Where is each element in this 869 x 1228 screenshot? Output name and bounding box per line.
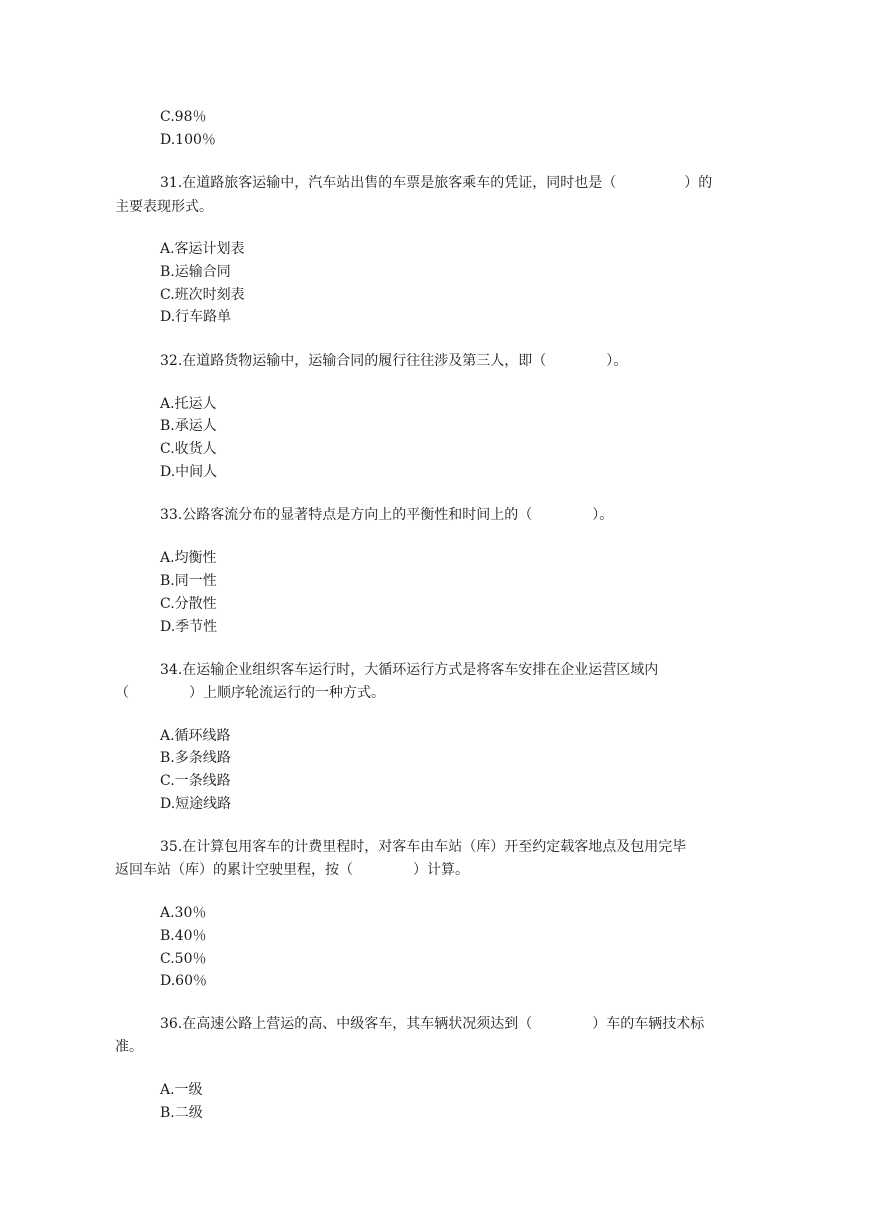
option-b: B.承运人	[160, 418, 217, 434]
question-34-continuation-before: （	[115, 685, 129, 701]
option-c: C.班次时刻表	[160, 287, 245, 303]
question-31	[160, 174, 712, 192]
option-d: D.60％	[160, 973, 207, 989]
question-32-text-after: ）。	[606, 353, 628, 369]
question-36-continuation: 准。	[115, 1039, 143, 1055]
option-c-continued: C.98％	[160, 109, 207, 125]
option-a: A.一级	[160, 1082, 203, 1098]
question-34-continuation	[115, 684, 385, 702]
option-d: D.季节性	[160, 619, 218, 635]
option-b: B.同一性	[160, 573, 217, 589]
option-a: A.均衡性	[160, 550, 217, 566]
option-b: B.40％	[160, 928, 207, 944]
option-b: B.多条线路	[160, 750, 231, 766]
question-35: 35.在计算包用客车的计费里程时，对客车由车站（库）开至约定载客地点及包用完毕	[160, 839, 687, 855]
option-a: A.30％	[160, 905, 207, 921]
question-35-continuation	[115, 861, 469, 879]
option-d: D.短途线路	[160, 796, 232, 812]
question-36	[160, 1015, 704, 1033]
option-a: A.客运计划表	[160, 241, 245, 257]
option-d: D.行车路单	[160, 309, 232, 325]
question-35-continuation-before: 返回车站（库）的累计空驶里程，按（	[115, 862, 353, 878]
question-35-continuation-after: ）计算。	[413, 862, 469, 878]
option-b: B.运输合同	[160, 264, 231, 280]
question-33	[160, 506, 613, 524]
option-c: C.分散性	[160, 596, 217, 612]
option-d: D.中间人	[160, 464, 218, 480]
option-d-continued: D.100％	[160, 132, 216, 148]
question-31-text-after: ）的	[684, 175, 713, 191]
question-32-text: 32.在道路货物运输中，运输合同的履行往往涉及第三人，即（	[160, 353, 547, 369]
option-b: B.二级	[160, 1105, 203, 1121]
option-c: C.收货人	[160, 441, 217, 457]
question-31-continuation: 主要表现形式。	[115, 199, 213, 215]
option-c: C.一条线路	[160, 773, 231, 789]
question-33-text: 33.公路客流分布的显著特点是方向上的平衡性和时间上的（	[160, 507, 533, 523]
question-36-text-after: ）车的车辆技术标	[592, 1016, 705, 1032]
question-32	[160, 352, 627, 370]
option-a: A.托运人	[160, 396, 217, 412]
option-c: C.50％	[160, 951, 207, 967]
question-36-text: 36.在高速公路上营运的高、中级客车，其车辆状况须达到（	[160, 1016, 533, 1032]
question-33-text-after: ）。	[592, 507, 614, 523]
question-34-continuation-after: ）上顺序轮流运行的一种方式。	[189, 685, 385, 701]
question-34: 34.在运输企业组织客车运行时，大循环运行方式是将客车安排在企业运营区域内	[160, 662, 659, 678]
option-a: A.循环线路	[160, 728, 231, 744]
question-31-text: 31.在道路旅客运输中，汽车站出售的车票是旅客乘车的凭证，同时也是（	[160, 175, 617, 191]
